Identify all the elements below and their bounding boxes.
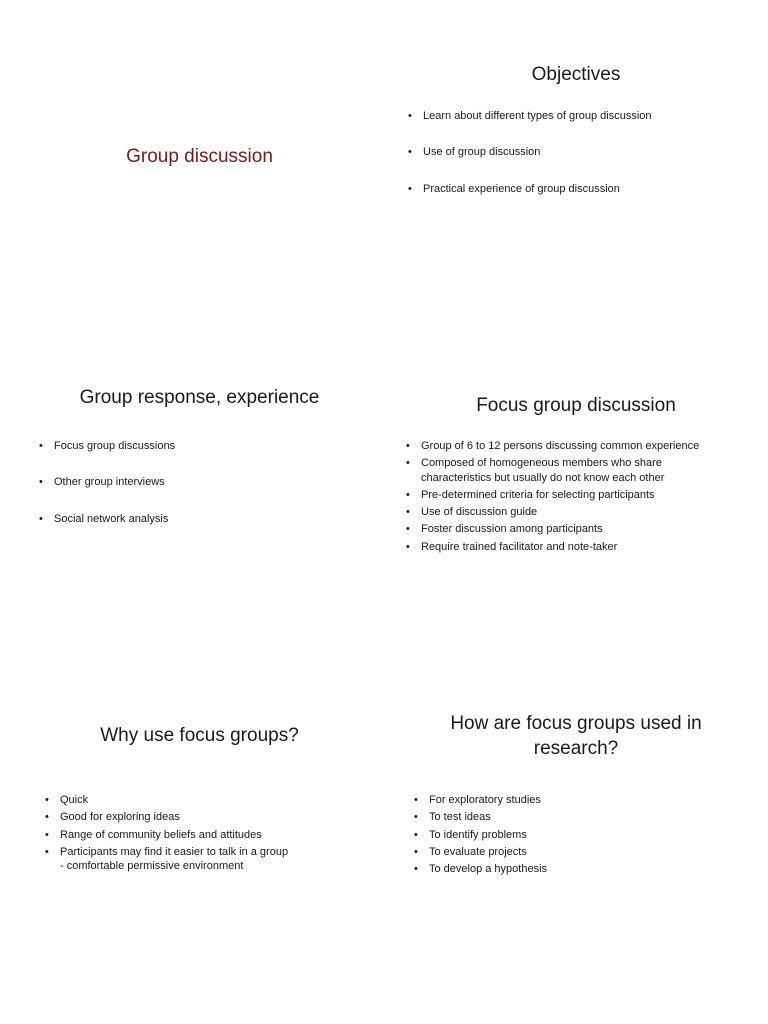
list-item: • Focus group discussions — [39, 439, 369, 453]
list-item: • Social network analysis — [39, 512, 369, 526]
list-item-continuation: characteristics but usually do not know each other — [421, 471, 665, 484]
slide-group-response — [0, 330, 384, 660]
list-item: • Good for exploring ideas — [45, 810, 365, 824]
slide-title — [384, 712, 768, 761]
slide-title: Group discussion — [126, 146, 273, 167]
list-item-continuation: - comfortable permissive environment — [60, 860, 244, 873]
list-item: • Composed of homogeneous members who share — [406, 456, 746, 470]
list-item: • Use of group discussion — [408, 145, 758, 159]
slide-why-use-focus-groups — [0, 660, 384, 990]
bullet-list — [406, 439, 746, 557]
list-item: • To evaluate projects — [414, 845, 744, 859]
list-item: • Group of 6 to 12 persons discussing common experience — [406, 439, 746, 453]
slide-title: Why use focus groups? — [100, 725, 299, 746]
list-item: • Use of discussion guide — [406, 505, 746, 519]
slide-title: Group response, experience — [79, 387, 320, 408]
list-item: • Other group interviews — [39, 475, 369, 489]
list-item: • Pre-determined criteria for selecting participants — [406, 488, 746, 502]
list-item: • Practical experience of group discussion — [408, 182, 758, 196]
list-item: • To develop a hypothesis — [414, 862, 744, 876]
slide-how-used-in-research — [384, 660, 768, 990]
bullet-list — [408, 109, 758, 218]
slide-objectives — [384, 0, 768, 330]
slide-title: Focus group discussion — [476, 395, 676, 416]
list-item: • Participants may find it easier to talk in a group — [45, 845, 365, 859]
slide-focus-group-discussion — [384, 330, 768, 660]
bullet-list — [39, 439, 369, 548]
slide-title: Objectives — [531, 64, 621, 85]
slide-title-line-2: research? — [533, 737, 619, 759]
list-item: • Require trained facilitator and note-taker — [406, 540, 746, 554]
slide-group-discussion — [0, 0, 384, 330]
list-item: • For exploratory studies — [414, 793, 744, 807]
list-item: • Quick — [45, 793, 365, 807]
list-item: • To test ideas — [414, 810, 744, 824]
list-item: • To identify problems — [414, 828, 744, 842]
bullet-list — [45, 793, 365, 876]
list-item: • Foster discussion among participants — [406, 522, 746, 536]
bullet-list — [414, 793, 744, 879]
list-item: • Range of community beliefs and attitudes — [45, 828, 365, 842]
list-item: • Learn about different types of group discussion — [408, 109, 758, 123]
slide-title-line-1: How are focus groups used in — [450, 713, 702, 734]
